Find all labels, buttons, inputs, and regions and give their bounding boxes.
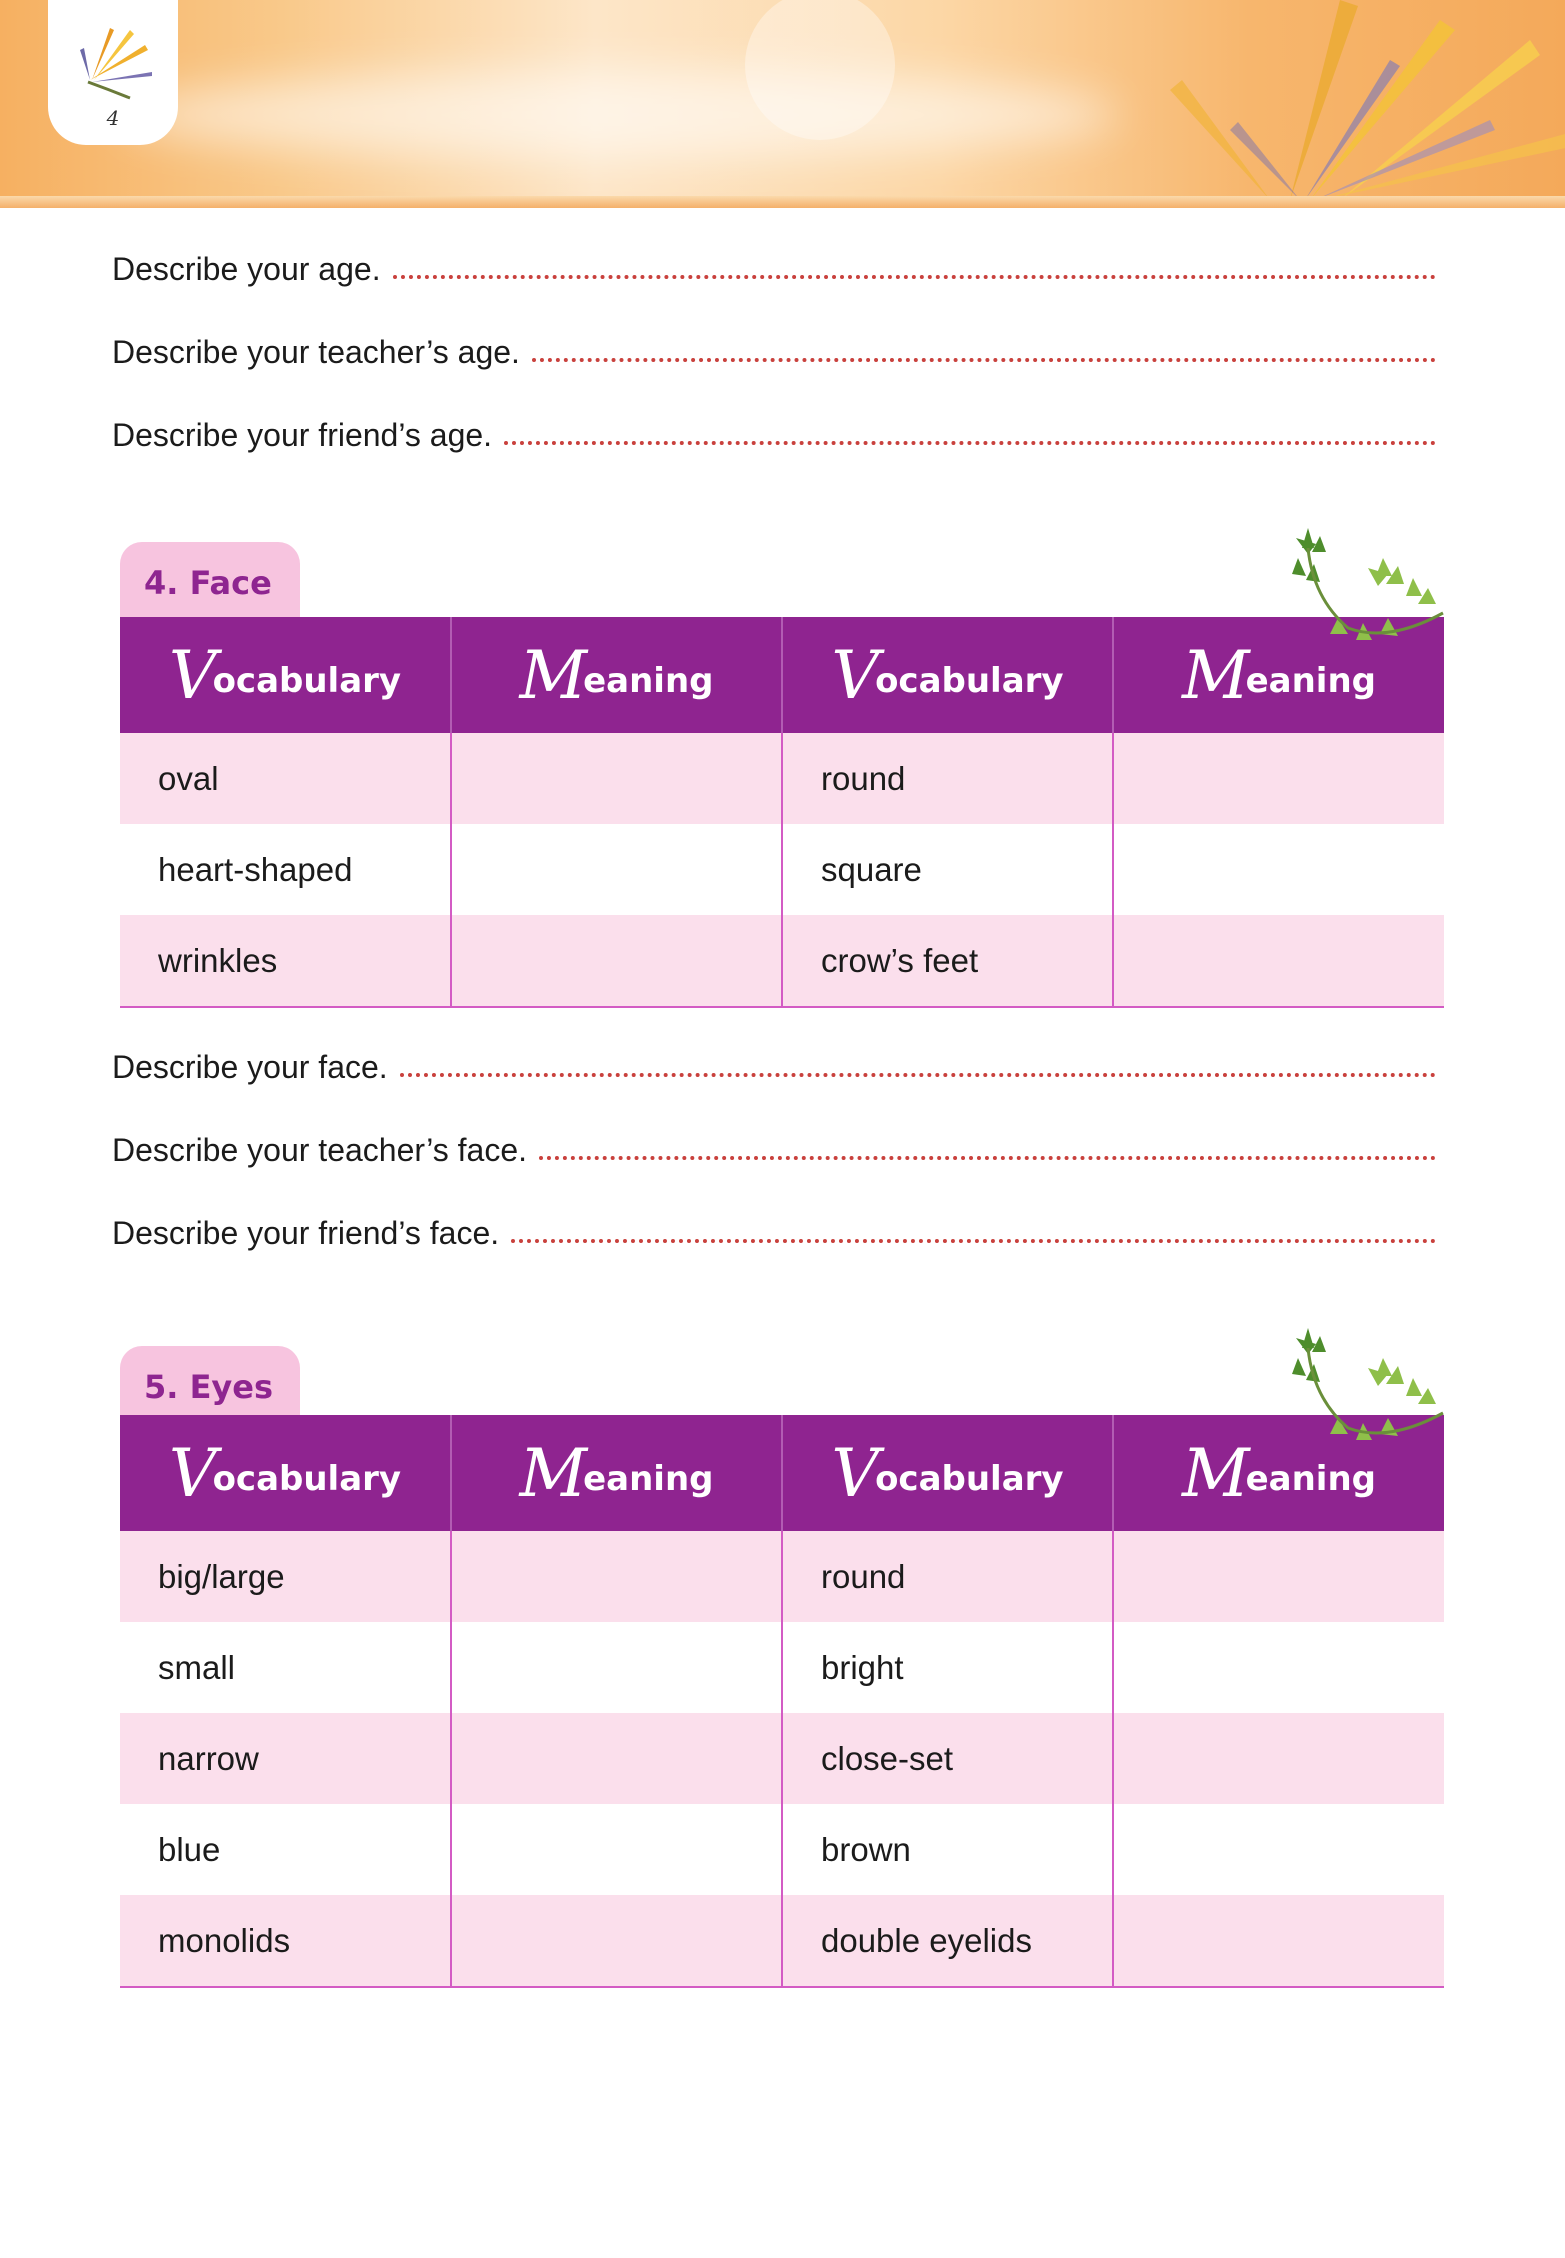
meaning-cell[interactable] [451, 915, 782, 1007]
prompt-label: Describe your age. [112, 251, 381, 287]
bird-of-paradise-flower-icon [1110, 0, 1565, 200]
meaning-cell[interactable] [1113, 733, 1444, 824]
meaning-cell[interactable] [1113, 915, 1444, 1007]
answer-line[interactable] [504, 441, 1436, 445]
table-row [120, 824, 1444, 915]
header-vocabulary [120, 617, 451, 733]
prompt-line[interactable] [112, 1046, 1436, 1086]
header-initial: M [519, 1434, 588, 1512]
eyes-vocabulary-table [120, 1415, 1444, 1988]
header-rest: eaning [583, 660, 714, 701]
vocab-cell: blue [120, 1804, 451, 1895]
section-title: 4. Face [144, 564, 272, 602]
meaning-cell[interactable] [1113, 1895, 1444, 1987]
vocab-cell: small [120, 1622, 451, 1713]
small-flower-icon [70, 20, 156, 100]
leaves-decoration-icon [1268, 518, 1448, 648]
meaning-cell[interactable] [451, 1895, 782, 1987]
prompt-label: Describe your teacher’s age. [112, 334, 520, 370]
page-number-badge [48, 0, 178, 145]
vocab-cell: double eyelids [782, 1895, 1113, 1987]
banner-haze [120, 70, 1120, 160]
answer-line[interactable] [532, 358, 1436, 362]
header-initial: V [831, 1434, 880, 1512]
header-meaning [451, 617, 782, 733]
header-vocabulary [782, 617, 1113, 733]
section-title: 5. Eyes [144, 1368, 274, 1406]
banner-stripe [0, 196, 1565, 208]
section-tab-eyes [120, 1346, 300, 1422]
header-rest: eaning [1245, 1458, 1376, 1499]
section-tab-face [120, 542, 300, 618]
header-initial: M [1182, 1434, 1250, 1512]
vocab-cell: oval [120, 733, 451, 824]
vocab-cell: wrinkles [120, 915, 451, 1007]
header-rest: ocabulary [212, 1458, 402, 1499]
meaning-cell[interactable] [451, 1531, 782, 1622]
meaning-cell[interactable] [1113, 824, 1444, 915]
table-header-row [120, 1415, 1444, 1531]
table-row [120, 1804, 1444, 1895]
vocab-cell: monolids [120, 1895, 451, 1987]
header-vocabulary [782, 1415, 1113, 1531]
face-vocabulary-table [120, 617, 1444, 1008]
answer-line[interactable] [400, 1073, 1436, 1077]
vocab-cell: heart-shaped [120, 824, 451, 915]
meaning-cell[interactable] [451, 1804, 782, 1895]
header-rest: eaning [1245, 660, 1376, 701]
prompt-line[interactable] [112, 331, 1436, 371]
prompt-line[interactable] [112, 1212, 1436, 1252]
table-row [120, 1895, 1444, 1987]
prompt-line[interactable] [112, 1129, 1436, 1169]
prompt-label: Describe your friend’s face. [112, 1215, 500, 1251]
vocab-cell: close-set [782, 1713, 1113, 1804]
meaning-cell[interactable] [451, 1622, 782, 1713]
meaning-cell[interactable] [1113, 1804, 1444, 1895]
header-meaning [451, 1415, 782, 1531]
answer-line[interactable] [511, 1239, 1436, 1243]
answer-line[interactable] [539, 1156, 1436, 1160]
meaning-cell[interactable] [1113, 1713, 1444, 1804]
page-number: 4 [106, 106, 120, 130]
header-rest: ocabulary [212, 660, 402, 701]
header-initial: V [168, 636, 217, 714]
prompt-label: Describe your friend’s age. [112, 417, 493, 453]
vocab-cell: narrow [120, 1713, 451, 1804]
table-row [120, 915, 1444, 1007]
meaning-cell[interactable] [1113, 1531, 1444, 1622]
vocab-cell: bright [782, 1622, 1113, 1713]
meaning-cell[interactable] [451, 733, 782, 824]
vocab-cell: crow’s feet [782, 915, 1113, 1007]
prompt-label: Describe your face. [112, 1049, 388, 1085]
prompt-line[interactable] [112, 414, 1436, 454]
meaning-cell[interactable] [1113, 1622, 1444, 1713]
header-vocabulary [120, 1415, 451, 1531]
table-row [120, 1531, 1444, 1622]
header-rest: eaning [583, 1458, 714, 1499]
table-row [120, 733, 1444, 824]
header-initial: V [831, 636, 880, 714]
prompt-line[interactable] [112, 248, 1436, 288]
meaning-cell[interactable] [451, 1713, 782, 1804]
header-banner [0, 0, 1565, 208]
leaves-decoration-icon [1268, 1318, 1448, 1448]
table-row [120, 1622, 1444, 1713]
vocab-cell: square [782, 824, 1113, 915]
vocab-cell: round [782, 733, 1113, 824]
vocab-cell: brown [782, 1804, 1113, 1895]
meaning-cell[interactable] [451, 824, 782, 915]
table-header-row [120, 617, 1444, 733]
prompt-label: Describe your teacher’s face. [112, 1132, 528, 1168]
answer-line[interactable] [393, 275, 1436, 279]
header-rest: ocabulary [875, 1458, 1064, 1499]
header-initial: V [168, 1434, 217, 1512]
table-row [120, 1713, 1444, 1804]
header-initial: M [519, 636, 588, 714]
header-rest: ocabulary [875, 660, 1064, 701]
header-initial: M [1182, 636, 1250, 714]
vocab-cell: big/large [120, 1531, 451, 1622]
vocab-cell: round [782, 1531, 1113, 1622]
